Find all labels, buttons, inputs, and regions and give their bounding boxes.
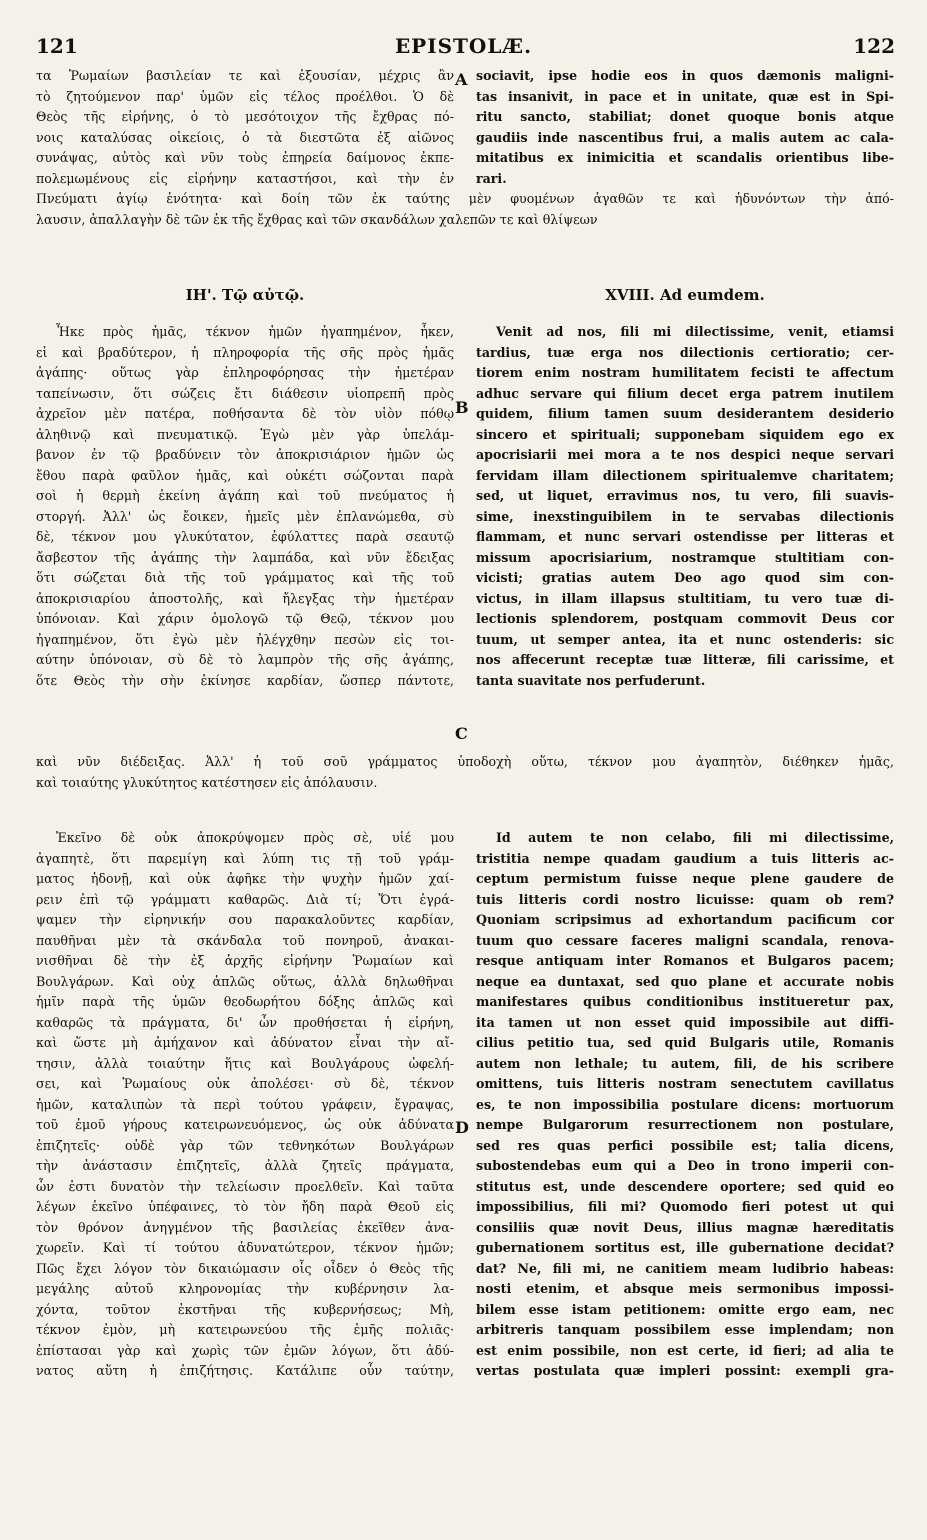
greek-section-title: ΙΗ'. Τῷ αὐτῷ.: [185, 286, 305, 304]
margin-marker-d: D: [455, 1118, 469, 1137]
text-line: σοὶ ἡ θερμὴ ἐκείνη ἀγάπη καὶ τοῦ πνεύματος ἡ: [36, 488, 454, 503]
text-line: gaudiis inde nascentibus frui, a malis autem ac cala-: [476, 129, 894, 145]
text-line: λέγων ἐκεῖνο ὑπέφαινες, τὸ τὸν ἤδη παρὰ Θεοῦ εἰς: [36, 1199, 454, 1214]
latin-section-title: XVIII. Ad eumdem.: [605, 286, 765, 304]
text-line: Ἐκεῖνο δὲ οὐκ ἀποκρύψομεν πρὸς σὲ, υἱέ μου: [56, 830, 454, 845]
text-line: ἔθου παρὰ φαῦλον ἡμᾶς, καὶ οὐκέτι σώζονται παρὰ: [36, 467, 454, 483]
text-line: Θεὸς τῆς εἰρήνης, ὁ τὸ μεσότοιχον τῆς ἔχθρας πό-: [36, 109, 454, 124]
text-line: ὅτι σώζεται διὰ τῆς τοῦ γράμματος καὶ τῆς τοῦ: [36, 570, 454, 585]
text-line: nos affecerunt receptæ tuæ litteræ, fili carissime, et: [476, 652, 894, 667]
text-line: sed, ut liquet, erravimus nos, tu vero, fili suavis-: [476, 488, 894, 503]
text-line: vertas postulata quæ impleri possint: exempli gra-: [476, 1363, 894, 1378]
margin-marker-b: B: [455, 398, 469, 417]
text-line: autem non lethale; tu autem, fili, de his scribere: [476, 1055, 894, 1071]
greek-column-block3: [36, 828, 454, 1382]
text-line: χόντα, τοῦτον ἐκστῆναι τῆς κυβερνήσεως; Μὴ,: [36, 1301, 454, 1317]
text-line: ἄσβεστον τῆς ἀγάπης τὴν λαμπάδα, καὶ νῦν ἔδειξας: [36, 549, 454, 565]
text-line: ἀληθινῷ καὶ πνευματικῷ. Ἐγὼ μὲν γὰρ ὑπελάμ-: [36, 426, 454, 442]
text-line: τὸν θρόνον ἀνηγμένον τῆς βασιλείας ἐκεῖθεν ἀνα-: [36, 1219, 454, 1235]
latin-column-block1: [476, 66, 894, 189]
text-line: τοῦ ἐμοῦ γήρους κατειρωνευόμενος, ὡς οὐκ ἀδύνατα: [36, 1117, 454, 1132]
text-line: ἡμῶν, καταλιπὼν τὰ περὶ τούτου γράφειν, ἔγραψας,: [36, 1096, 454, 1112]
text-line: omittens, tuis litteris nostram senectutem cavillatus: [476, 1076, 894, 1091]
text-line: ὧν ἐστι δυνατὸν τὴν τελείωσιν προελθεῖν. Καὶ ταῦτα: [36, 1178, 454, 1194]
latin-column-block3: [476, 828, 894, 1382]
text-line: manifestares quibus conditionibus institueretur pax,: [476, 994, 894, 1009]
text-line: nempe Bulgarorum resurrectionem non postulare,: [476, 1117, 894, 1132]
text-line: νοις καταλύσας οἰκείοις, ὁ τὰ διεστῶτα ἐξ αἰῶνος: [36, 129, 454, 145]
text-line: στοργή. Ἀλλ' ὡς ἔοικεν, ἡμεῖς μὲν ἐπλανώμεθα, σὺ: [36, 508, 454, 524]
text-line: resque antiquam inter Romanos et Bulgaros pacem;: [476, 953, 894, 968]
text-line: Venit ad nos, fili mi dilectissime, venit, etiamsi: [496, 324, 894, 339]
text-line: ita tamen ut non esset quid impossibile aut diffi-: [476, 1014, 894, 1030]
running-title: EPISTOLÆ.: [394, 34, 533, 58]
text-line: ἠγαπημένον, ὅτι ἐγὼ μὲν ἠλέγχθην πεσὼν εἰς τοι-: [36, 631, 454, 647]
text-line: καθαρῶς τὰ πράγματα, δι' ὧν προθήσεται ἡ εἰρήνη,: [36, 1014, 454, 1030]
text-line: αύτην ὑπόνοιαν, σὺ δὲ τὸ λαμπρὸν τῆς σῆς ἀγάπης,: [36, 652, 454, 667]
text-line: tardius, tuæ erga nos dilectionis certioratio; cer-: [476, 344, 894, 360]
text-line: ceptum permistum fuisse neque plene gaudere de: [476, 871, 894, 886]
full-width-line: καὶ τοιαύτης γλυκύτητος κατέστησεν εἰς ἀπόλαυσιν.: [36, 774, 378, 790]
text-line: impossibilius, fili mi? Quomodo fieri potest ut qui: [476, 1199, 894, 1214]
text-line: stitutus est, unde descendere oportere; sed quid eo: [476, 1178, 894, 1194]
text-line: tuis litteris cordi nostro licuisse: quam ob rem?: [476, 891, 894, 907]
greek-column-block1: [36, 66, 454, 189]
text-line: bilem esse istam petitionem: omitte ergo eam, nec: [476, 1301, 894, 1317]
text-line: tristitia nempe quadam gaudium a tuis litteris ac-: [476, 850, 894, 866]
text-line: lectionis splendorem, postquam commovit Deus cor: [476, 611, 894, 626]
text-line: cilius petitio tua, sed quid Bulgaris utile, Romanis: [476, 1035, 894, 1050]
text-line: Quoniam scripsimus ad exhortandum pacificum cor: [476, 912, 894, 927]
text-line: fervidam illam dilectionem spiritualemve charitatem;: [476, 467, 894, 483]
text-line: ἡμῖν παρὰ τῆς ὑμῶν θεοδωρήτου δόξης ἁπλῶς καὶ: [36, 994, 454, 1009]
text-line: ἐπιζητεῖς· οὐδὲ γὰρ τῶν τεθνηκότων Βουλγάρων: [36, 1137, 454, 1153]
text-line: est enim possibile, non est certe, id fieri; ad alia te: [476, 1342, 894, 1358]
text-line: Id autem te non celabo, fili mi dilectissime,: [496, 830, 894, 845]
text-line: ἀγαπητὲ, ὅτι παρεμίγη καὶ λύπη τις τῇ τοῦ γράμ-: [36, 850, 454, 866]
text-line: sociavit, ipse hodie eos in quos dæmonis maligni-: [476, 68, 894, 83]
text-line: συνάψας, αὐτὸς καὶ νῦν τοὺς ἐπηρεία δαίμονος ἐκπε-: [36, 150, 454, 165]
text-line: ρειν ἐπὶ τῷ γράμματι καθαρῶς. Διὰ τί; Ὅτι ἐγρά-: [36, 891, 454, 907]
text-line: Πῶς ἔχει λόγον τὸν δικαιώμασιν οἷς οἶδεν ὁ Θεὸς τῆς: [36, 1260, 454, 1276]
text-line: ἐπίστασαι γὰρ καὶ χωρὶς τῶν ἐμῶν λόγων, ὅτι ἀδύ-: [36, 1342, 454, 1358]
text-line: missum apocrisiarium, nostramque stultitiam con-: [476, 549, 894, 565]
text-line: χωρεῖν. Καὶ τί τούτου ἀδυνατώτερον, τέκνον ἡμῶν;: [36, 1240, 454, 1255]
full-width-line: καὶ νῦν διέδειξας. Ἀλλ' ἡ τοῦ σοῦ γράμματος ὑποδοχὴ οὕτω, τέκνον μου ἀγαπητὸν, διέθηκεν ἡμᾶς,: [36, 754, 894, 769]
text-line: σει, καὶ Ῥωμαίους οὐκ ἀπολέσει· σὺ δὲ, τέκνον: [36, 1076, 454, 1091]
text-line: ψαμεν τὴν εἰρηνικήν σου παρακαλοῦντες καρδίαν,: [36, 912, 454, 927]
text-line: tuum, ut semper antea, ita et nunc ostenderis: sic: [476, 631, 894, 647]
text-line: vicisti; gratias autem Deo ago quod sim con-: [476, 570, 894, 585]
text-line: βανον ἐν τῷ βραδύνειν τὸν ἀποκρισιάριον ἡμῶν ὡς: [36, 447, 454, 462]
text-line: arbitreris tanquam possibilem esse implendam; non: [476, 1322, 894, 1337]
page-number-right: 122: [853, 34, 895, 58]
text-line: τέκνον ἐμὸν, μὴ κατειρωνεύου τῆς ἐμῆς πολιᾶς·: [36, 1322, 454, 1337]
text-line: ματος ἡδονῇ, καὶ οὐκ ἀφῆκε τὴν ψυχὴν ἡμῶν χαί-: [36, 871, 454, 886]
text-line: ritu sancto, stabiliat; donet quoque bonis atque: [476, 109, 894, 124]
text-line: νατος αὕτη ἡ ἐπιζήτησις. Κατάλιπε οὖν ταύτην,: [36, 1363, 454, 1378]
page-number-left: 121: [36, 34, 78, 58]
text-line: sime, inexstinguibilem in te servabas dilectionis: [476, 508, 894, 524]
margin-marker-a: A: [455, 70, 468, 89]
text-line: flammam, et nunc servari ostendisse per litteras et: [476, 529, 894, 544]
text-line: sed res quas perfici possibile est; talia dicens,: [476, 1137, 894, 1153]
text-line: ἀγάπης· οὕτως γὰρ ἐπληροφόρησας τὴν ἡμετέραν: [36, 365, 454, 380]
text-line: καὶ ὥστε μὴ ἀμήχανον καὶ ἀδύνατον εἶναι τὴν αἴ-: [36, 1035, 454, 1050]
text-line: ὑπόνοιαν. Καὶ χάριν ὁμολογῶ τῷ Θεῷ, τέκνον μου: [36, 611, 454, 626]
text-line: παυθῆναι μὲν τὰ σκάνδαλα τοῦ πονηροῦ, ἀνακαι-: [36, 932, 454, 948]
text-line: tiorem enim nostram humilitatem fecisti te affectum: [476, 365, 894, 380]
text-line: mitatibus ex inimicitia et scandalis orientibus libe-: [476, 150, 894, 165]
text-line: tuum quo cessare faceres maligni scandala, renova-: [476, 932, 894, 948]
text-line: adhuc servare qui filium decet erga patrem inutilem: [476, 385, 894, 401]
text-line: rari.: [476, 170, 507, 186]
full-width-line: λαυσιν, ἀπαλλαγὴν δὲ τῶν ἐκ τῆς ἔχθρας καὶ τῶν σκανδάλων χαλεπῶν τε καὶ θλίψεων: [36, 211, 598, 227]
full-width-line: Πνεύματι ἁγίῳ ἑνότητα· καὶ δοίη τῶν ἐκ ταύτης μὲν φυομένων ἀγαθῶν τε καὶ ἡδυνόντων τὴν ἀπό-: [36, 191, 894, 206]
text-line: ἀχρεῖον μὲν πατέρα, ποθήσαντα δὲ τὸν υἱὸν πόθῳ: [36, 406, 454, 421]
text-line: gubernationem sortitus est, ille gubernatione decidat?: [476, 1240, 894, 1255]
text-line: sincero et spirituali; supponebam siquidem ego ex: [476, 426, 894, 442]
margin-marker-c: C: [455, 724, 468, 743]
text-line: es, te non impossibilia postulare dicens: mortuorum: [476, 1096, 894, 1112]
text-line: dat? Ne, fili mi, ne canitiem meam ludibrio habeas:: [476, 1260, 894, 1276]
text-line: μεγάλης αὐτοῦ κληρονομίας τὴν κυβέρνησιν λα-: [36, 1281, 454, 1296]
text-line: τὴν ἀνάστασιν ἐπιζητεῖς, ἀλλὰ ζητεῖς πράγματα,: [36, 1158, 454, 1173]
text-line: Ἦκε πρὸς ἡμᾶς, τέκνον ἡμῶν ἠγαπημένον, ἧκεν,: [56, 324, 454, 339]
text-line: ὅτε Θεὸς τὴν σὴν ἐκίνησε καρδίαν, ὥσπερ πάντοτε,: [36, 672, 454, 688]
text-line: apocrisiarii mei mora a te nos despici neque servari: [476, 447, 894, 462]
text-line: πολεμωμένους εἰς εἰρήνην καταστήσοι, καὶ τὴν ἐν: [36, 170, 454, 186]
text-line: τησιν, ἀλλὰ τοιαύτην ἥτις καὶ Βουλγάρους ὠφελή-: [36, 1055, 454, 1071]
text-line: Βουλγάρων. Καὶ οὐχ ἁπλῶς οὕτως, ἀλλὰ δηλωθῆναι: [36, 973, 454, 989]
text-line: δὲ, τέκνον μου γλυκύτατον, ἐφύλαττες παρὰ σεαυτῷ: [36, 529, 454, 544]
text-line: quidem, filium tamen suum desiderantem desiderio: [476, 406, 894, 421]
text-line: neque ea duntaxat, sed quo plane et accurate nobis: [476, 973, 894, 989]
text-line: εἰ καὶ βραδύτερον, ἡ πληροφορία τῆς σῆς πρὸς ἡμᾶς: [36, 344, 454, 360]
text-line: νισθῆναι δὲ τὴν ἐξ ἀρχῆς εἰρήνην Ῥωμαίων καὶ: [36, 953, 454, 968]
text-line: ἀποκρισιαρίου ἀποστολῆς, καὶ ἤλεγξας τὴν ἡμετέραν: [36, 590, 454, 606]
greek-column-block2: [36, 322, 454, 691]
page-header: [30, 28, 897, 58]
text-line: nosti etenim, et absque meis sermonibus impossi-: [476, 1281, 894, 1296]
text-line: subostendebas eum qui a Deo in trono imperii con-: [476, 1158, 894, 1173]
text-line: τὸ ζητούμενον παρ' ὑμῶν εἰς τέλος προέλθοι. Ὁ δὲ: [36, 88, 454, 104]
text-line: victus, in illam illapsus stultitiam, tu vero tuæ di-: [476, 590, 894, 606]
text-line: tanta suavitate nos perfuderunt.: [476, 672, 706, 688]
latin-column-block2: [476, 322, 894, 691]
text-line: τα Ῥωμαίων βασιλείαν τε καὶ ἐξουσίαν, μέχρις ἂν: [36, 68, 454, 83]
text-line: consiliis quæ novit Deus, illius magnæ hæreditatis: [476, 1219, 894, 1235]
text-line: ταπείνωσιν, ὅτι σώζεις ἔτι διάθεσιν υἱοπρεπῆ πρὸς: [36, 385, 454, 401]
text-line: tas insanivit, in pace et in unitate, quæ est in Spi-: [476, 88, 894, 104]
